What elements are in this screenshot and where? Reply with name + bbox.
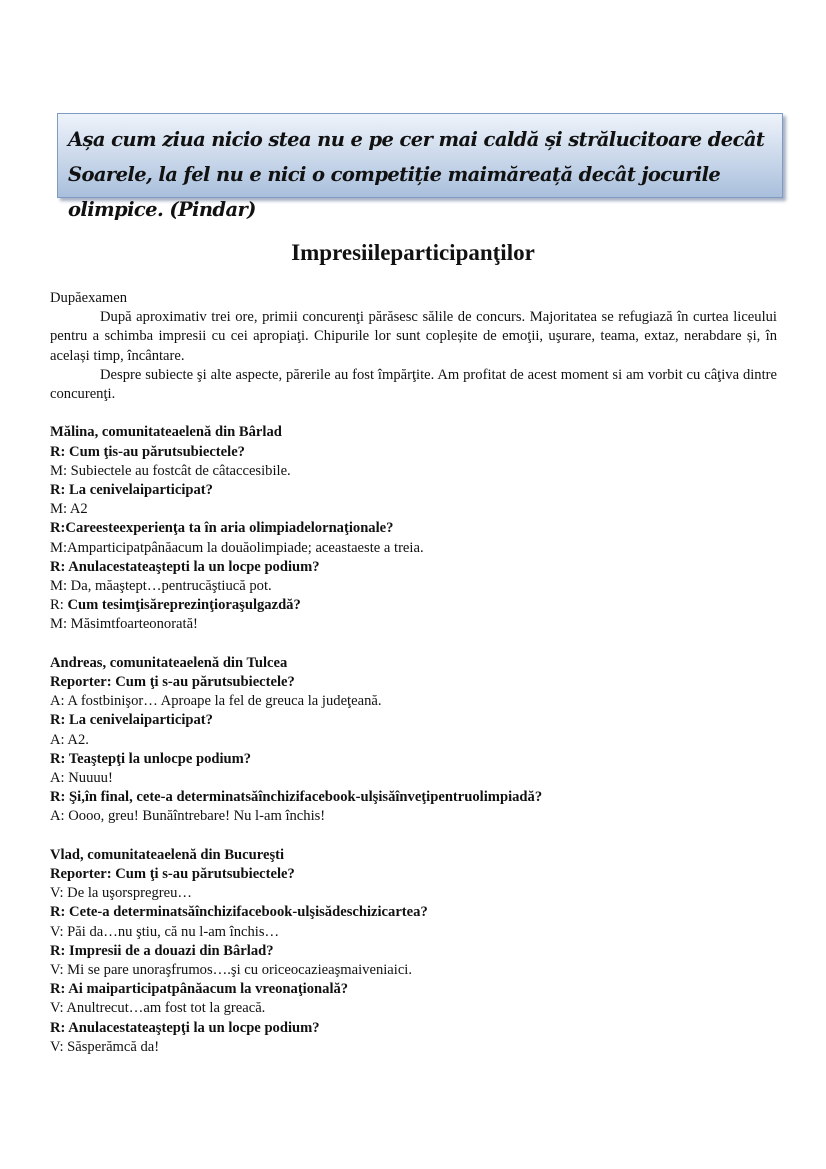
interview-answer [50,999,777,1018]
interview-answer [50,692,777,711]
interview-line-text: A: A fostbinişor… Aproape la fel de greuca la judeţeană. [50,693,382,710]
interview-line-text: M:Amparticipatpânăacum la douăolimpiade; aceastaeste a treia. [50,539,424,556]
interview-header: Mălina, comunitateaelenă din Bârlad [50,424,282,441]
speaker-prefix: R: [50,597,68,614]
article-title: Impresiileparticipanţilor [291,240,535,265]
interview-line-text: R: Anulacestateaştepti la un locpe podium? [50,558,320,575]
interview-question [50,443,777,462]
interview-question [50,980,777,999]
interview-question [50,711,777,730]
interview-line-text: R: La cenivelaiparticipat? [50,712,213,729]
interview-line-text: R: Anulacestateaştepţi la un locpe podium? [50,1019,320,1036]
interview-answer [50,923,777,942]
interview-line-text: M: Da, măaştept…pentrucăştiucă pot. [50,578,272,595]
interview-line-text: Reporter: Cum ţi s-au părutsubiectele? [50,674,295,691]
interview-answer [50,1038,777,1057]
interview-question [50,596,777,615]
interview-line-text: R: Teaştepţi la unlocpe podium? [50,750,252,767]
interview-answer [50,462,777,481]
interview-question [50,1019,777,1038]
interview-line-text: R: Şi,în final, cete-a determinatsăînchizifacebook-ulşisăînveţipentruolimpiadă? [50,789,543,806]
interview-line-text: M: Subiectele au fostcât de câtaccesibile. [50,462,291,479]
interview-line-text: V: Mi se pare unoraşfrumos….şi cu oriceocazieaşmaiveniaici. [50,962,413,979]
interview-question [50,519,777,538]
interviews-section [50,404,777,1057]
interview-answer [50,500,777,519]
interview-question [50,673,777,692]
quote-text: Așa cum ziua nicio stea nu e pe cer mai caldă și strălucitoare decât Soarele, la fel nu e nici o competiție maimăreață decât jocurile olimpice. (Pindar) [68,128,765,221]
interview-question [50,942,777,961]
interview-line-text: V: Păi da…nu ştiu, că nu l-am închis… [50,923,280,940]
interview-line-text: A: Nuuuu! [50,770,113,787]
interview-line-text: R: Cete-a determinatsăînchizifacebook-ulşisădeschizicartea? [50,904,428,921]
article-body [50,289,777,1057]
interview-line-text: R: Ai maiparticipatpânăacum la vreonaţională? [50,981,349,998]
interview-answer [50,884,777,903]
interview-line-text: R: Impresii de a douazi din Bârlad? [50,942,274,959]
intro-paragraph-2: Despre subiecte şi alte aspecte, părerile au fost împărţite. Am profitat de acest moment si am vorbit cu câţiva dintre concurenţi. [50,366,777,403]
interview-answer [50,961,777,980]
interview-line-text: M: A2 [50,501,88,518]
intro-heading: Dupăexamen [50,290,127,306]
quote-box [57,113,783,221]
interview-answer [50,539,777,558]
section-spacer [50,404,777,423]
interview-answer [50,769,777,788]
interview-header: Vlad, comunitateaelenă din Bucureşti [50,846,285,863]
interview-line-text: Cum tesimţisăreprezinţioraşulgazdă? [67,597,301,614]
interview-answer [50,807,777,826]
interview-answer [50,731,777,750]
interview-line-text: M: Măsimtfoarteonorată! [50,616,198,633]
interview-question [50,788,777,807]
interview-line-text: Reporter: Cum ţi s-au părutsubiectele? [50,866,295,883]
interview-line-text: A: Oooo, greu! Bunăîntrebare! Nu l-am închis! [50,808,326,825]
interview-question [50,865,777,884]
interview-line-text: R: Cum ţis-au părutsubiectele? [50,443,245,460]
interview-question [50,481,777,500]
section-spacer [50,635,777,654]
interview-line-text: V: Săsperămcă da! [50,1038,160,1055]
intro-paragraph-1: După aproximativ trei ore, primii concurenţi părăsesc sălile de concurs. Majoritatea se refugiază în curtea liceului pentru a schimba impresii cu cei apropiaţi. Chipurile lor sunt copleșite de emoţii, uşurare, teama, extaz, nerabdare și, în același timp, încântare. [50,309,777,364]
interview-line-text: R: La cenivelaiparticipat? [50,482,213,499]
interview-answer [50,577,777,596]
interview-line-text: V: De la uşorspregreu… [50,885,192,902]
interview-line-text: R:Careesteexperienţa ta în aria olimpiadelornaţionale? [50,520,394,537]
section-spacer [50,827,777,846]
interview-question [50,750,777,769]
interview-header: Andreas, comunitateaelenă din Tulcea [50,654,288,671]
interview-answer [50,615,777,634]
interview-line-text: A: A2. [50,731,89,748]
interview-question [50,903,777,922]
interview-line-text: V: Anultrecut…am fost tot la greacă. [50,1000,266,1017]
interview-question [50,558,777,577]
